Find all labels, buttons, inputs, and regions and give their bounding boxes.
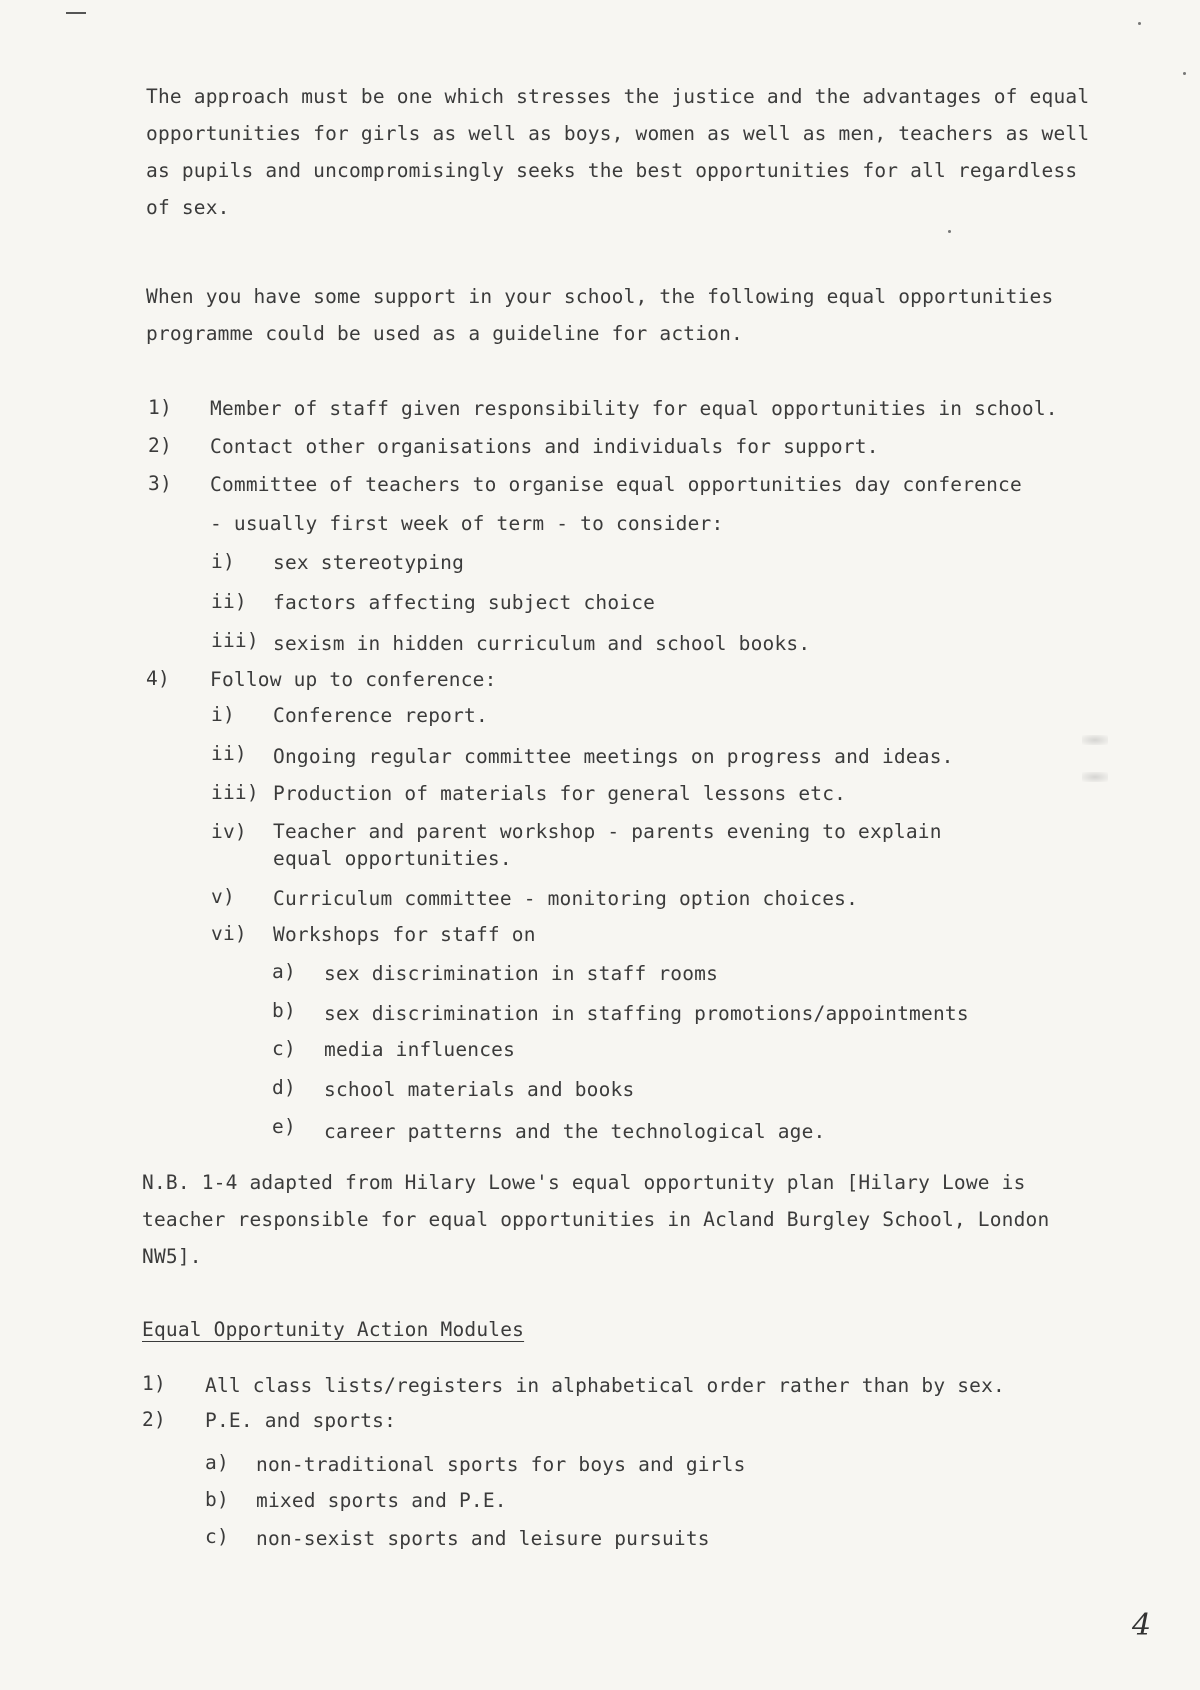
workshop-text: sex discrimination in staff rooms xyxy=(324,962,719,985)
item-number: 2) xyxy=(148,434,172,457)
subitem-text: Ongoing regular committee meetings on progress and ideas. xyxy=(273,745,954,768)
note-line: N.B. 1-4 adapted from Hilary Lowe's equal opportunity plan [Hilary Lowe is xyxy=(142,1171,1026,1194)
intro-paragraph xyxy=(146,78,1089,226)
module-subitem-letter: c) xyxy=(205,1525,229,1548)
module-item-1: All class lists/registers in alphabetical order rather than by sex. xyxy=(205,1374,1005,1397)
programme-intro-paragraph xyxy=(146,278,1053,352)
dust-speck xyxy=(1183,72,1186,75)
workshop-letter: c) xyxy=(272,1037,296,1060)
dust-speck xyxy=(948,230,951,233)
dust-speck xyxy=(1138,22,1141,25)
programme-item-3: Committee of teachers to organise equal opportunities day conference xyxy=(210,473,1022,496)
subitem-number: vi) xyxy=(211,922,247,945)
item-number: 3) xyxy=(148,472,172,495)
intro-line: of sex. xyxy=(146,196,230,219)
intro-line: The approach must be one which stresses the justice and the advantages of equal xyxy=(146,85,1090,108)
module-subitem-text: non-sexist sports and leisure pursuits xyxy=(256,1527,710,1550)
subitem-number: v) xyxy=(211,885,235,908)
programme-item-3-continuation: - usually first week of term - to consider: xyxy=(210,512,724,535)
workshop-letter: a) xyxy=(272,960,296,983)
subitem-text: Workshops for staff on xyxy=(273,923,536,946)
intro-line: opportunities for girls as well as boys, women as well as men, teachers as well xyxy=(146,122,1090,145)
subitem-text: sexism in hidden curriculum and school books. xyxy=(273,632,811,655)
programme-item-4: Follow up to conference: xyxy=(210,668,497,691)
module-item-2: P.E. and sports: xyxy=(205,1409,397,1432)
subitem-number: ii) xyxy=(211,742,247,765)
module-subitem-text: mixed sports and P.E. xyxy=(256,1489,507,1512)
subitem-number: i) xyxy=(211,703,235,726)
corner-mark xyxy=(66,12,86,14)
workshop-text: school materials and books xyxy=(324,1078,635,1101)
workshop-letter: b) xyxy=(272,999,296,1022)
smudge xyxy=(1082,772,1108,782)
workshop-letter: d) xyxy=(272,1076,296,1099)
workshop-text: career patterns and the technological age. xyxy=(324,1120,826,1143)
item-number: 4) xyxy=(146,667,170,690)
page-number: 4 xyxy=(1132,1608,1152,1643)
item-number: 1) xyxy=(148,396,172,419)
module-subitem-text: non-traditional sports for boys and girls xyxy=(256,1453,746,1476)
modules-heading: Equal Opportunity Action Modules xyxy=(142,1318,525,1341)
subitem-text: factors affecting subject choice xyxy=(273,591,656,614)
subitem-number: i) xyxy=(211,550,235,573)
workshop-letter: e) xyxy=(272,1115,296,1138)
module-subitem-letter: a) xyxy=(205,1451,229,1474)
subitem-text: Teacher and parent workshop - parents evening to explain xyxy=(273,820,942,843)
item-number: 1) xyxy=(142,1372,166,1395)
programme-item-1: Member of staff given responsibility for equal opportunities in school. xyxy=(210,397,1058,420)
note-line: NW5]. xyxy=(142,1245,202,1268)
workshop-text: media influences xyxy=(324,1038,516,1061)
note-line: teacher responsible for equal opportunities in Acland Burgley School, London xyxy=(142,1208,1050,1231)
subitem-number: ii) xyxy=(211,590,247,613)
programme-intro-line: When you have some support in your school, the following equal opportunities xyxy=(146,285,1054,308)
programme-intro-line: programme could be used as a guideline for action. xyxy=(146,322,743,345)
module-subitem-letter: b) xyxy=(205,1488,229,1511)
smudge xyxy=(1082,735,1108,745)
intro-line: as pupils and uncompromisingly seeks the best opportunities for all regardless xyxy=(146,159,1078,182)
programme-item-2: Contact other organisations and individuals for support. xyxy=(210,435,879,458)
subitem-text: sex stereotyping xyxy=(273,551,465,574)
workshop-text: sex discrimination in staffing promotions/appointments xyxy=(324,1002,969,1025)
item-number: 2) xyxy=(142,1408,166,1431)
subitem-number: iii) xyxy=(211,781,259,804)
subitem-text: Conference report. xyxy=(273,704,488,727)
subitem-number: iv) xyxy=(211,820,247,843)
subitem-text-continuation: equal opportunities. xyxy=(273,847,512,870)
attribution-note xyxy=(142,1164,1049,1275)
subitem-number: iii) xyxy=(211,629,259,652)
subitem-text: Production of materials for general lessons etc. xyxy=(273,782,847,805)
subitem-text: Curriculum committee - monitoring option choices. xyxy=(273,887,859,910)
